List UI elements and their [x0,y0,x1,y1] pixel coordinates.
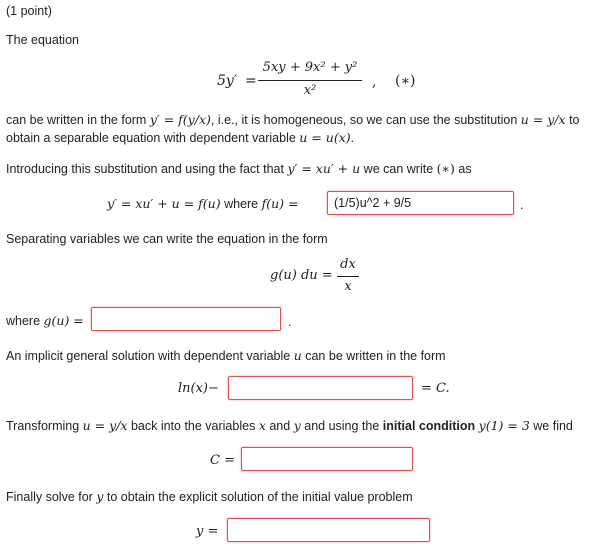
paragraph-homogeneous-line1: can be written in the form y′ = f(y/x), i.e., it is homogeneous, so we can use the substitution u = y/x to [6,112,580,127]
fraction-line [258,80,362,81]
implicit-lhs: ln(x)− [178,381,219,396]
paragraph-explicit: Finally solve for y to obtain the explicit solution of the initial value problem [6,489,413,504]
c-answer-input[interactable] [241,447,413,471]
fu-row-period: . [520,198,524,212]
separable-denominator: x [344,279,352,294]
equation-label: (∗) [395,73,416,89]
paragraph-separating: Separating variables we can write the equation in the form [6,232,328,246]
y-answer-input[interactable] [227,518,430,542]
gu-row-period: . [288,315,292,329]
intro-text: The equation [6,33,79,47]
fu-answer-input[interactable] [327,191,514,215]
paragraph-implicit: An implicit general solution with dependent variable u can be written in the form [6,348,446,363]
gu-answer-input[interactable] [91,307,281,331]
paragraph-homogeneous-line2: obtain a separable equation with dependent variable u = u(x). [6,130,355,145]
gu-row-label: where g(u) = [6,313,84,328]
c-label: C = [210,453,235,468]
equation-lhs: 5y′ [217,73,237,89]
implicit-answer-input[interactable] [228,376,413,400]
equation-comma: , [372,74,377,90]
equation-equals: = [245,73,257,89]
points-label: (1 point) [6,4,52,18]
separable-lhs: g(u) du = [270,268,333,283]
paragraph-substitution: Introducing this substitution and using the fact that y′ = xu′ + u we can write (∗) as [6,161,472,176]
fu-row-math: y′ = xu′ + u = f(u) where f(u) = [107,196,299,211]
equation-numerator: 5xy + 9x² + y² [262,60,358,75]
paragraph-initial-condition: Transforming u = y/x back into the variables x and y and using the initial condition y(1) = 3 we find [6,418,573,433]
separable-numerator: dx [340,257,356,272]
separable-fraction-line [337,276,359,277]
y-label: y = [196,524,219,539]
equation-denominator: x² [303,83,317,98]
implicit-rhs: = C. [421,381,450,396]
